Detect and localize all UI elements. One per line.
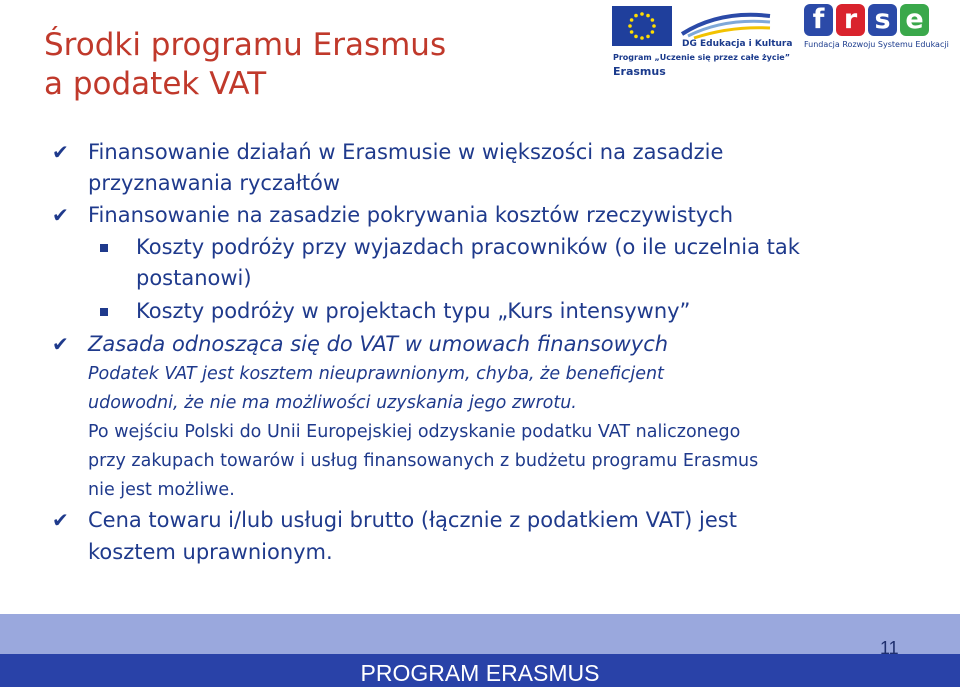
checkmark-icon: ✔ xyxy=(52,140,69,164)
footer-label: PROGRAM ERASMUS xyxy=(360,660,600,686)
footer-band-light xyxy=(0,614,960,654)
subbullet-1-line-1: Koszty podróży przy wyjazdach pracowników (o ile uczelnia tak xyxy=(136,235,800,259)
frse-letter-s: s xyxy=(868,4,897,36)
dg-text: DG Edukacja i Kultura xyxy=(682,39,793,49)
subbullet-1-line-2: postanowi) xyxy=(136,266,252,290)
page-number: 11 xyxy=(880,638,899,658)
program-text: Program „Uczenie się przez całe życie” xyxy=(613,53,790,62)
frse-letter-r: r xyxy=(836,4,865,36)
bullet-1-line-2: przyznawania ryczałtów xyxy=(88,171,341,195)
bullet-4-line-1: Cena towaru i/lub usługi brutto (łącznie z podatkiem VAT) jest xyxy=(88,508,737,532)
erasmus-logo-text: Erasmus xyxy=(613,65,666,78)
bullet-1-line-1: Finansowanie działań w Erasmusie w większości na zasadzie xyxy=(88,140,724,164)
bullet-3-line-1: Zasada odnosząca się do VAT w umowach finansowych xyxy=(88,332,669,356)
bullet-4-line-2: kosztem uprawnionym. xyxy=(88,540,333,564)
checkmark-icon: ✔ xyxy=(52,332,69,356)
dg-swoosh-icon xyxy=(680,8,772,40)
checkmark-icon: ✔ xyxy=(52,508,69,532)
slide-title xyxy=(44,26,584,104)
vat-note-line-1: Podatek VAT jest kosztem nieuprawnionym, chyba, że beneficjent xyxy=(88,364,664,384)
frse-letter-e: e xyxy=(900,4,929,36)
frse-caption: Fundacja Rozwoju Systemu Edukacji xyxy=(804,40,949,49)
bullet-2-line-1: Finansowanie na zasadzie pokrywania kosztów rzeczywistych xyxy=(88,203,734,227)
eu-flag-icon xyxy=(612,6,672,46)
square-bullet-icon xyxy=(100,308,108,316)
poland-note-line-2: przy zakupach towarów i usług finansowanych z budżetu programu Erasmus xyxy=(88,451,759,471)
poland-note-line-1: Po wejściu Polski do Unii Europejskiej odzyskanie podatku VAT naliczonego xyxy=(88,422,741,442)
vat-note-line-2: udowodni, że nie ma możliwości uzyskania jego zwrotu. xyxy=(88,393,577,413)
frse-letter-f: f xyxy=(804,4,833,36)
erasmus-logo-group xyxy=(612,6,793,82)
square-bullet-icon xyxy=(100,244,108,252)
title-line-2: a podatek VAT xyxy=(44,66,267,102)
frse-logo xyxy=(804,4,949,54)
checkmark-icon: ✔ xyxy=(52,203,69,227)
poland-note-line-3: nie jest możliwe. xyxy=(88,480,235,500)
subbullet-2-line-1: Koszty podróży w projektach typu „Kurs intensywny” xyxy=(136,299,691,323)
title-line-1: Środki programu Erasmus xyxy=(44,27,447,63)
